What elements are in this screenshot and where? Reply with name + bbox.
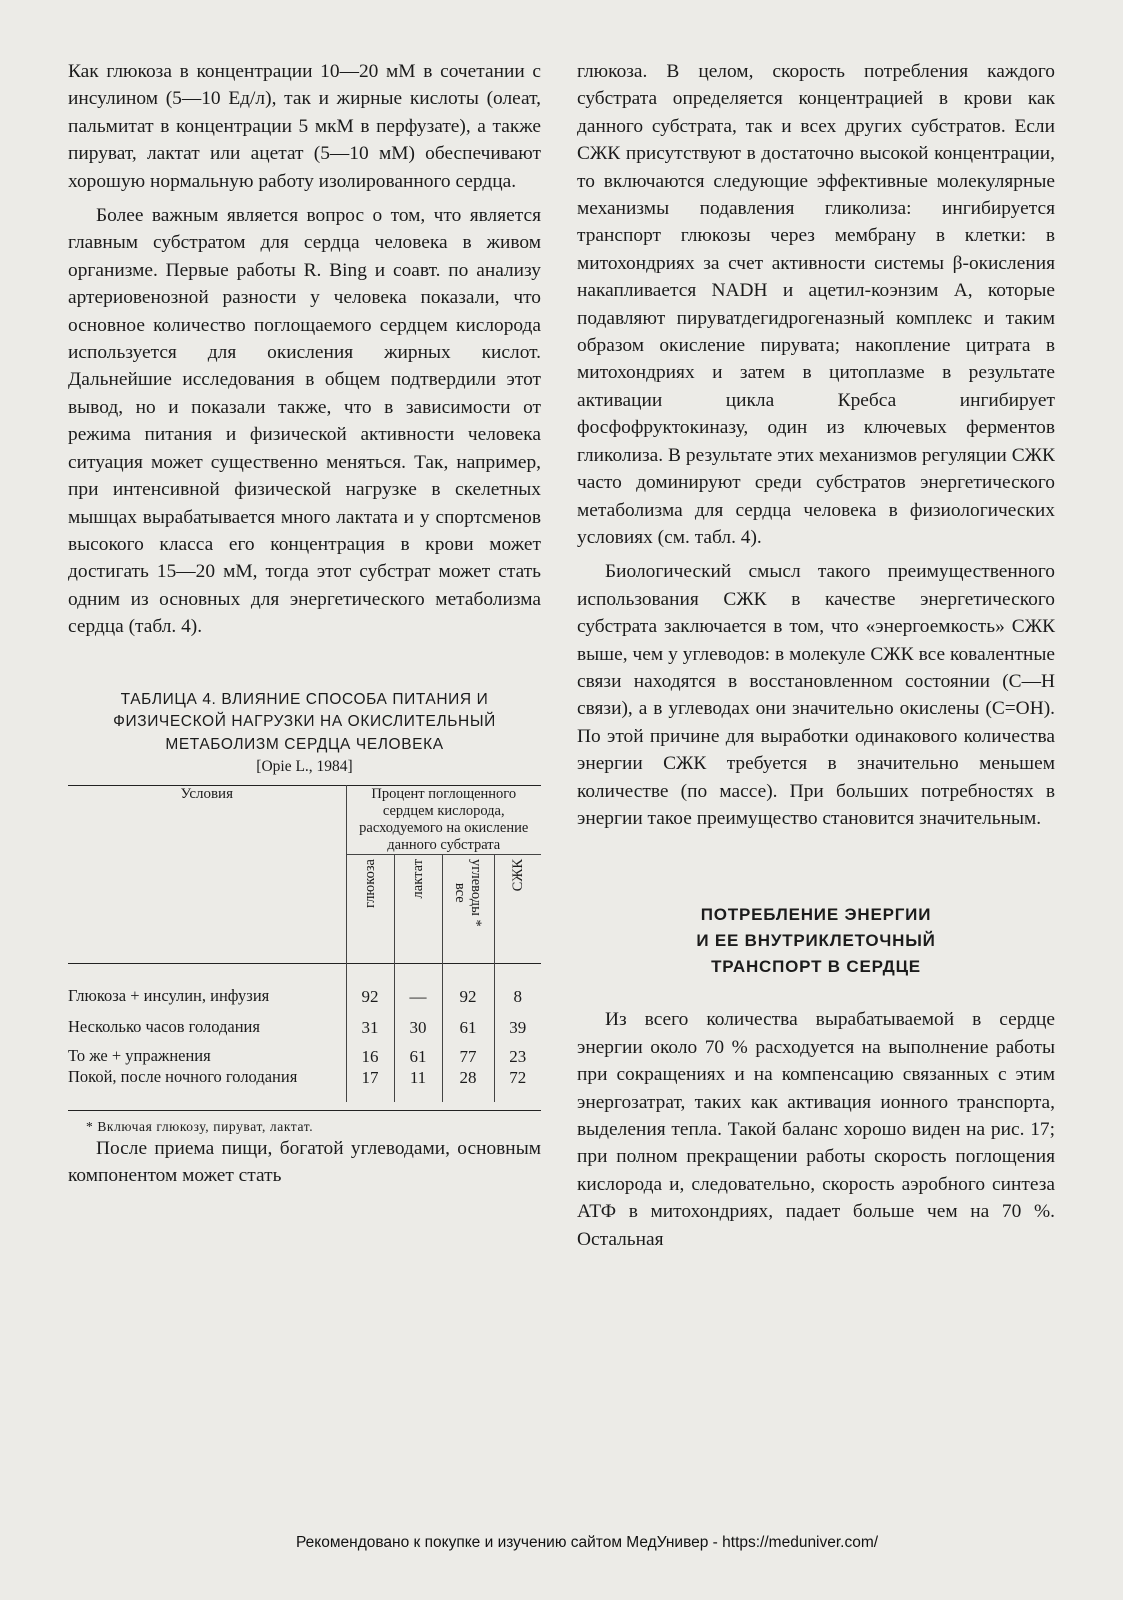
header-conditions: Условия: [180, 785, 233, 802]
left-paragraph-3: После приема пищи, богатой углеводами, основным компонентом может стать: [68, 1137, 541, 1187]
col-carbs: все углеводы *: [442, 854, 494, 963]
right-paragraph-1: глюкоза. В целом, скорость потребления каждого субстрата определяется концентрацией в крови как данного субстрата, так и всех других субстратов. Если СЖК присутствуют в достаточно высокой концентрации, то включаются следующие эффективные молекулярные механизмы подавления гликолиза: ингибируется транспорт глюкозы через мембрану в клетки: в митохондриях за счет активности системы β-окисления накапливается NADH и ацетил-коэнзим А, которые подавляют пируватдегидрогеназный комплекс и таким образом окисление пирувата; накопление цитрата в митохондриях и затем в цитоплазме в результате активации цикла Кребса ингибирует фосфофруктокиназу, один из ключевых ферментов гликолиза. В результате этих механизмов регуляции СЖК часто доминируют среди субстратов энергетического метаболизма для сердца человека в физиологических условиях (см. табл. 4).: [577, 61, 1055, 548]
table-footnote: * Включая глюкозу, пируват, лактат.: [86, 1118, 314, 1134]
right-paragraph-2: Биологический смысл такого преимущественного использования СЖК в качестве энергетического субстрата заключается в том, что «энергоемкость» СЖК выше, чем у углеводов: в молекуле СЖК все ковалентные связи находятся в восстановленном состоянии (С—Н связи), а в углеводах они значительно окислены (С=ОН). По этой причине для выработки одинакового количества энергии СЖК требуется в значительно меньшем количестве (по массе). При больших потребностях в энергии такое преимущество становится значительным.: [577, 561, 1055, 829]
left-column: [68, 58, 541, 1190]
col-lactate: лактат: [394, 854, 442, 963]
table-row: Несколько часов голодания 31 30 61 39: [68, 1007, 541, 1038]
substrate-table: [68, 785, 541, 1111]
col-glucose: глюкоза: [346, 854, 394, 963]
table-source: [Opie L., 1984]: [256, 758, 353, 776]
table-caption-text: ТАБЛИЦА 4. ВЛИЯНИЕ СПОСОБА ПИТАНИЯ И ФИЗИЧЕСКОЙ НАГРУЗКИ НА ОКИСЛИТЕЛЬНЫЙ МЕТАБОЛИЗМ СЕРДЦА ЧЕЛОВЕКА: [113, 690, 496, 753]
header-percent: Процент поглощенного сердцем кислорода, расходуемого на окисление данного субстрата: [346, 785, 541, 854]
footer-recommendation: Рекомендовано к покупке и изучению сайтом МедУнивер - https://meduniver.com/: [296, 1534, 879, 1551]
section-title: ПОТРЕБЛЕНИЕ ЭНЕРГИИ И ЕЕ ВНУТРИКЛЕТОЧНЫЙ ТРАНСПОРТ В СЕРДЦЕ: [696, 905, 936, 977]
table-caption: [68, 689, 541, 779]
left-paragraph-2: Более важным является вопрос о том, что является главным субстратом для сердца человека в живом организме. Первые работы R. Bing и соавт. по анализу артериовенозной разности у человека показали, что основное количество поглощаемого сердцем кислорода используется для окисления жирных кислот. Дальнейшие исследования в общем подтвердили этот вывод, но и показали также, что в зависимости от режима питания и физической активности человека ситуация может существенно меняться. Так, например, при интенсивной физической нагрузке в скелетных мышцах вырабатывается много лактата и у спортсменов высокого класса его концентрация в крови может достигать 15—20 мМ, тогда этот субстрат может стать одним из основных для энергетического метаболизма сердца (табл. 4).: [68, 205, 541, 638]
table-row: Покой, после ночного голодания 17 11 28 72: [68, 1067, 541, 1102]
right-paragraph-3: Из всего количества вырабатываемой в сердце энергии около 70 % расходуется на выполнение работы при сокращениях и на компенсацию связанных с этим энергозатрат, таких как активация ионного транспорта, выделения тепла. Такой баланс хорошо виден на рис. 17; при полном прекращении работы скорость поглощения кислорода и, следовательно, скорость аэробного синтеза АТФ в митохондриях, падает больше чем на 70 %. Остальная: [577, 1009, 1055, 1250]
table-row: То же + упражнения 16 61 77 23: [68, 1038, 541, 1067]
table-row: Глюкоза + инсулин, инфузия 92 — 92 8: [68, 963, 541, 1007]
col-ffa: СЖК: [494, 854, 541, 963]
left-paragraph-1: Как глюкоза в концентрации 10—20 мМ в сочетании с инсулином (5—10 Ед/л), так и жирные кислоты (олеат, пальмитат в концентрации 5 мкМ в перфузате), а также пируват, лактат или ацетат (5—10 мМ) обеспечивают хорошую нормальную работу изолированного сердца.: [68, 61, 541, 192]
right-column: [577, 58, 1055, 1253]
